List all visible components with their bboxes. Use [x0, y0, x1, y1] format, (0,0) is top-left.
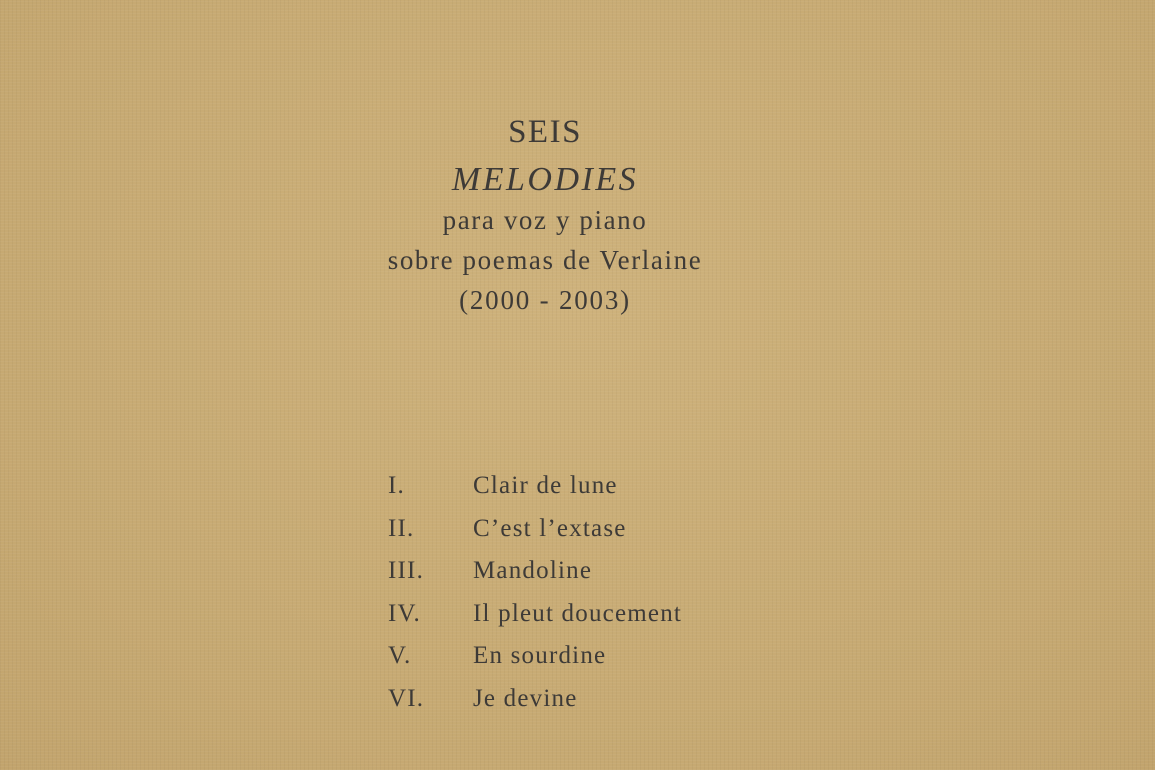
item-numeral: V. — [388, 642, 412, 670]
item-title: Il pleut doucement — [473, 599, 683, 627]
item-numeral: IV. — [388, 599, 422, 627]
item-numeral: VI. — [388, 684, 425, 712]
title-block — [345, 112, 745, 320]
contents-item-5 — [388, 640, 748, 683]
subtitle-years: (2000 - 2003) — [459, 285, 631, 315]
item-numeral: II. — [388, 514, 415, 542]
item-numeral: I. — [388, 472, 405, 499]
item-numeral: III. — [388, 557, 425, 585]
title-melodies: MELODIES — [451, 161, 639, 198]
table-of-contents — [388, 470, 748, 726]
contents-item-3 — [388, 555, 748, 598]
title-seis: SEIS — [508, 114, 582, 150]
item-title: C’est l’extase — [473, 514, 627, 542]
contents-item-4 — [388, 598, 748, 641]
subtitle-instrumentation: para voz y piano — [442, 205, 648, 235]
contents-item-6 — [388, 683, 748, 726]
item-title: Clair de lune — [473, 472, 618, 499]
subtitle-poet: sobre poemas de Verlaine — [387, 245, 703, 275]
item-title: Mandoline — [473, 557, 593, 585]
item-title: Je devine — [473, 684, 578, 712]
contents-item-2 — [388, 513, 748, 556]
contents-item-1 — [388, 470, 748, 513]
item-title: En sourdine — [473, 642, 607, 670]
